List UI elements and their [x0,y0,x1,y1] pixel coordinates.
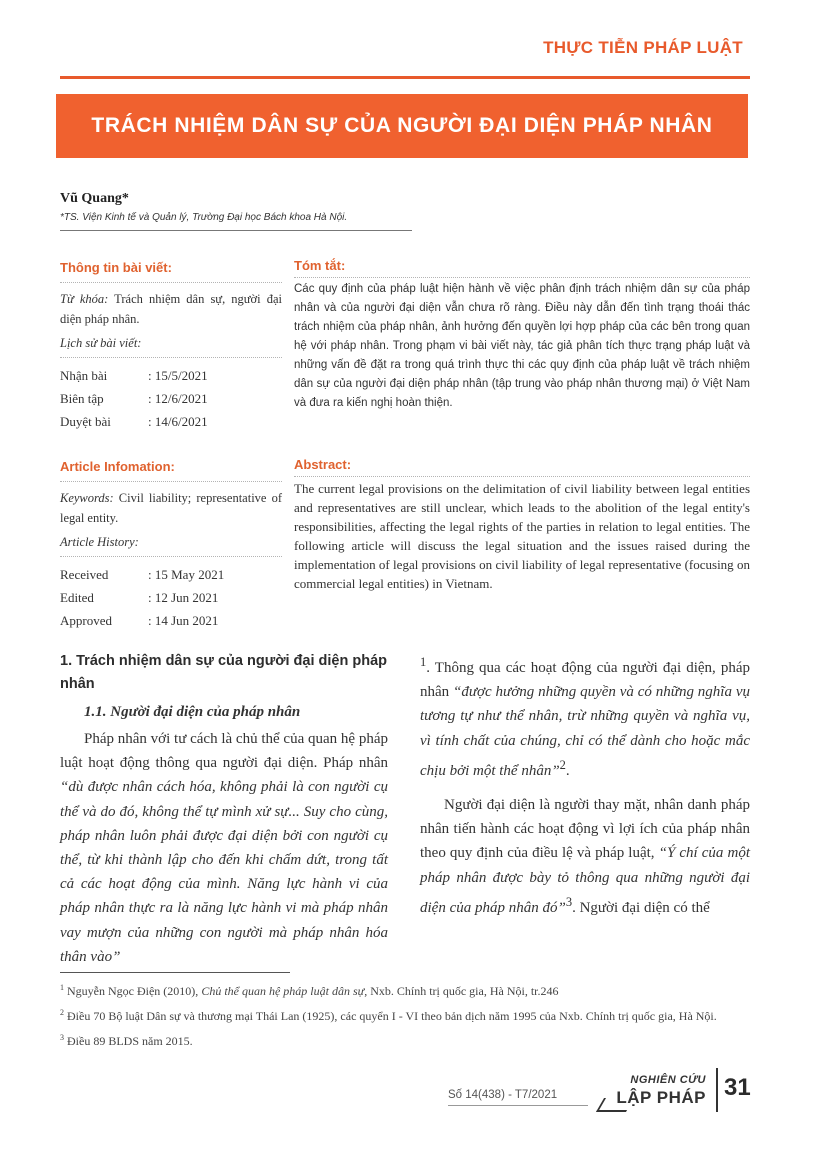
history-row-label: Received [60,567,109,582]
article-title: TRÁCH NHIỆM DÂN SỰ CỦA NGƯỜI ĐẠI DIỆN PHÁP NHÂN [56,94,748,158]
article-info-vi-heading: Thông tin bài viết: [60,260,172,275]
footnote-num: 3 [60,1033,64,1042]
author-affiliation: *TS. Viện Kinh tế và Quản lý, Trường Đại học Bách khoa Hà Nội. [60,212,348,223]
footnote [60,1027,750,1052]
body-text: Pháp nhân với tư cách là chủ thể của quan hệ pháp luật hoạt động thông qua người đại diện. Pháp nhân [60,731,388,772]
abstract-text: The current legal provisions on the delimitation of civil liability between legal entities and representatives are still unclear, which leads to the abolition of the legal entity's responsibilities, affecting the legal rights of the parties in relation to legal entities. The following article will discuss the legal situation and the issues raised during the implementation of legal provisions on civil liability of legal representative (focusing on commercial legal entities) in Vietnam. [294,481,750,591]
issue-number: Số 14(438) - T7/2021 [448,1089,558,1101]
history-row [60,387,282,410]
page-footer [0,1068,819,1118]
summary-heading: Tóm tắt: [294,258,346,273]
section-heading: 1. Trách nhiệm dân sự của người đại diện pháp nhân [60,653,388,692]
body-text: . Người đại diện có thể [572,899,710,916]
footnote-mark: 1 [420,655,427,669]
body-text: . [565,762,570,779]
footnote-text: , Nxb. Chính trị quốc gia, Hà Nội, tr.246 [364,984,559,998]
body-column-right [420,650,750,920]
history-row-value: : 12/6/2021 [148,391,208,406]
history-row-label: Approved [60,613,112,628]
keywords-vi-value: Trách nhiệm dân sự, người đại diện pháp nhân. [60,292,283,326]
history-row-label: Duyệt bài [60,414,111,429]
history-row-value: : 15 May 2021 [148,567,225,582]
dotted-divider [294,277,750,278]
body-text: Người đại diện là người thay mặt, nhân danh pháp nhân tiến hành các hoạt động vì lợi ích của pháp nhân theo quy định của điều lệ và pháp luật, [420,797,750,862]
history-row [60,586,282,609]
author-name: Vũ Quang* [60,191,129,206]
dotted-divider [294,476,750,477]
history-row-value: : 14 Jun 2021 [148,613,219,628]
history-row-value: : 14/6/2021 [148,414,208,429]
page-number: 31 [724,1074,751,1101]
footnote-num: 1 [60,983,64,992]
article-info-en-heading: Article Infomation: [60,459,175,474]
dotted-divider [60,357,282,358]
history-row-value: : 12 Jun 2021 [148,590,219,605]
issue-underline [448,1105,588,1106]
body-paragraph [60,727,388,969]
abstract-en [294,457,750,593]
article-info-en [60,457,282,632]
body-quote: “được hưởng những quyền và có những nghĩa vụ tương tự như thể nhân, trừ những quyền và nghĩa vụ, vì tính chất của chúng, chỉ có thể dành cho hoặc mắc chịu bởi một thể nhân” [420,684,750,779]
footnote [60,977,750,1002]
history-row-value: : 15/5/2021 [148,368,208,383]
footnote-mark: 2 [559,757,566,772]
keywords-en [60,488,282,528]
abstract-heading: Abstract: [294,457,352,472]
section-rule [60,76,750,79]
history-row [60,563,282,586]
body-paragraph [420,793,750,920]
footer-divider [716,1068,718,1112]
footnote-text: Điều 89 BLDS năm 2015. [64,1034,193,1048]
summary-text: Các quy định của pháp luật hiện hành về việc phân định trách nhiệm dân sự của pháp nhân và của người đại diện vẫn chưa rõ ràng. Điều này dẫn đến tình trạng thoái thác trách nhiệm của pháp nhân, ảnh hưởng đến quyền lợi hợp pháp của các bên trong quan hệ với pháp nhân. Trong phạm vi bài viết này, tác giả phân tích thực trạng pháp luật và những vấn đề đặt ra trong quá trình thực thi các quy định của pháp luật về trách nhiệm dân sự của người đại diện pháp nhân (tập trung vào pháp nhân thương mại) ở Việt Nam và đưa ra kiến nghị hoàn thiện. [294,283,750,409]
keywords-en-label: Keywords: [60,491,114,505]
journal-logo-top: NGHIÊN CỨU [630,1074,706,1086]
footnote-text: Nguyễn Ngọc Điện (2010), [64,984,202,998]
footnotes [60,977,750,1052]
history-row [60,410,282,433]
section-label: THỰC TIỄN PHÁP LUẬT [543,38,743,57]
body-paragraph [420,650,750,783]
history-row [60,609,282,632]
footnote [60,1002,750,1027]
dotted-divider [60,556,282,557]
article-info-vi [60,258,282,433]
body-quote: “Ý chí của một pháp nhân được bày tỏ thông qua những người đại diện của pháp nhân đó” [420,845,750,916]
subsection-heading: 1.1. Người đại diện của pháp nhân [84,704,301,720]
keywords-vi [60,289,282,329]
history-row-label: Biên tập [60,391,104,406]
dotted-divider [60,481,282,482]
history-row [60,364,282,387]
body-column-left [60,650,388,969]
summary-vi [294,258,750,413]
footnote-num: 2 [60,1008,64,1017]
affiliation-underline [60,230,412,231]
history-vi-label: Lịch sử bài viết: [60,336,142,350]
keywords-en-value: Civil liability; representative of legal entity. [60,491,282,525]
journal-logo-bottom: LẬP PHÁP [616,1088,706,1107]
keywords-vi-label: Từ khóa: [60,292,109,306]
history-en-label: Article History: [60,535,139,549]
journal-logo [600,1074,712,1114]
dotted-divider [60,282,282,283]
body-quote: “dù được nhân cách hóa, không phải là con người cụ thể và do đó, không thể tự mình xử sự... Suy cho cùng, pháp nhân luôn phải được đại diện bởi con người cụ thể, từ khi thành lập cho đến khi chấm dứt, trong tất cả các hoạt động của mình. Năng lực hành vi của pháp nhân thực ra là năng lực hành vi mà pháp nhân vay mượn của những con người mà pháp nhân hóa thân vào” [60,779,388,965]
footnote-text: Điều 70 Bộ luật Dân sự và thương mại Thái Lan (1925), các quyển I - VI theo bản dịch năm 1995 của Nxb. Chính trị quốc gia, Hà Nội. [64,1009,717,1023]
footnote-title: Chủ thể quan hệ pháp luật dân sự [201,984,365,998]
body-text: . Thông qua các hoạt động của người đại diện, pháp nhân [420,660,750,701]
history-row-label: Nhận bài [60,368,108,383]
footnote-rule [60,972,290,973]
footnote-mark: 3 [565,894,573,909]
history-row-label: Edited [60,590,94,605]
